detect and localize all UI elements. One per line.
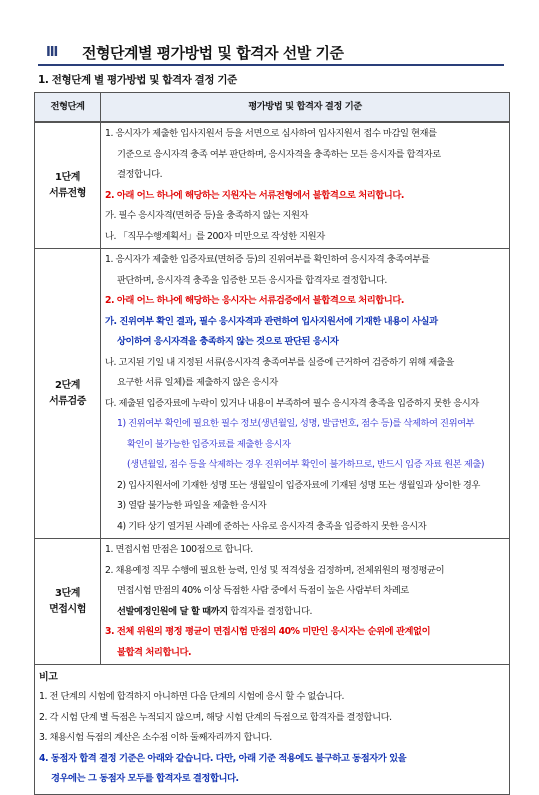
remarks-label: 비고 xyxy=(39,672,58,683)
stage2-name: 서류검증 xyxy=(49,395,86,407)
stage3-name: 면접시험 xyxy=(49,603,86,615)
stage3-item2-line1: 2. 채용예정 직무 수행에 필요한 능력, 인성 및 적격성을 검정하며, 전체위원의 평정평균이 xyxy=(105,564,445,576)
stage2-item1-line2: 판단하며, 응시자격 충족을 입증한 모든 응시자를 합격자로 결정합니다. xyxy=(117,274,387,286)
remark-4-line1: 4. 동점자 합격 결정 기준은 아래와 같습니다. 다만, 아래 기준 적용에도 불구하고 동점자가 있을 xyxy=(39,752,407,764)
stage3-item2-line3 xyxy=(105,602,505,623)
table-row xyxy=(35,665,510,795)
col-header-stage: 전형단계 xyxy=(35,93,101,123)
stage3-item2-emphasis: 선발예정인원에 달 할 때까지 xyxy=(117,605,228,617)
stage2-item2-c: 다. 제출된 입증자료에 누락이 있거나 내용이 부족하여 필수 응시자격 충족을 입증하지 못한 응시자 xyxy=(105,397,479,409)
stage2-item2-a-line1: 가. 진위여부 확인 결과, 필수 응시자격과 관련하여 입사지원서에 기재한 내용이 사실과 xyxy=(105,315,438,327)
stage1-item1-line3: 결정합니다. xyxy=(117,169,163,180)
stage1-item2: 2. 아래 어느 하나에 해당하는 지원자는 서류전형에서 불합격으로 처리합니다. xyxy=(105,189,404,201)
stage2-item2-c-1-line1: 1) 진위여부 확인에 필요한 필수 정보(생년월일, 성명, 발급번호, 점수 등)를 삭제하여 진위여부 xyxy=(117,418,475,429)
stage3-item3-line1: 3. 전체 위원의 평정 평균이 면접시험 만점의 40% 미만인 응시자는 순위에 관계없이 xyxy=(105,626,431,637)
remark-3: 3. 채용시험 득점의 계산은 소수점 이하 둘째자리까지 합니다. xyxy=(39,732,272,743)
stage3-item2-rest: 합격자를 결정합니다. xyxy=(227,605,313,617)
stage1-label xyxy=(35,122,101,249)
stage2-number: 2단계 xyxy=(55,379,80,391)
remark-4-line2: 경우에는 그 동점자 모두를 합격자로 결정합니다. xyxy=(51,773,239,784)
remark-1: 1. 전 단계의 시험에 합격하지 아니하면 다음 단계의 시험에 응시 할 수 없습니다. xyxy=(39,691,344,702)
stage2-item2-c-3: 3) 열람 불가능한 파일을 제출한 응시자 xyxy=(117,500,267,511)
stage1-content xyxy=(101,122,510,249)
stage1-number: 1단계 xyxy=(55,171,80,183)
stage1-name: 서류전형 xyxy=(49,187,86,199)
stage1-item2-a: 가. 필수 응시자격(면허증 등)을 충족하지 않는 지원자 xyxy=(105,210,309,221)
col-header-criteria: 평가방법 및 합격자 결정 기준 xyxy=(101,93,510,123)
stage3-number: 3단계 xyxy=(55,587,80,599)
stage3-item1: 1. 면접시험 만점은 100점으로 합니다. xyxy=(105,544,253,555)
evaluation-table xyxy=(34,92,510,795)
table-row xyxy=(35,539,510,665)
stage3-item2-line2: 면접시험 만점의 40% 이상 득점한 사람 중에서 득점이 높은 사람부터 차례로 xyxy=(117,585,409,596)
stage1-item2-b: 나. 「직무수행계획서」를 200자 미만으로 작성한 지원자 xyxy=(105,230,325,242)
section-header xyxy=(38,40,504,66)
stage2-item2: 2. 아래 어느 하나에 해당하는 응시자는 서류검증에서 불합격으로 처리합니다. xyxy=(105,295,404,306)
stage2-item1-line1: 1. 응시자가 제출한 입증자료(면허증 등)의 진위여부를 확인하여 응시자격 충족여부를 xyxy=(105,254,430,265)
stage2-item2-b-line1: 나. 고지된 기일 내 지정된 서류(응시자격 충족여부를 실증에 근거하여 검증하기 위해 제출을 xyxy=(105,356,454,368)
stage2-content xyxy=(101,249,510,539)
table-row xyxy=(35,122,510,249)
table-row xyxy=(35,249,510,539)
stage2-label xyxy=(35,249,101,539)
stage2-item2-c-1-line2: 확인이 불가능한 입증자료를 제출한 응시자 xyxy=(127,438,291,450)
stage2-item2-c-1-note: (생년월일, 점수 등을 삭제하는 경우 진위여부 확인이 불가하므로, 반드시 입증 자료 원본 제출) xyxy=(127,459,485,470)
stage3-item3-line2: 불합격 처리합니다. xyxy=(117,646,192,658)
stage2-item2-a-line2: 상이하여 응시자격을 충족하지 않는 것으로 판단된 응시자 xyxy=(117,336,339,347)
stage2-item2-c-4: 4) 기타 상기 열거된 사례에 준하는 사유로 응시자격 충족을 입증하지 못한 응시자 xyxy=(117,520,427,532)
stage3-content xyxy=(101,539,510,665)
section-number: Ⅲ xyxy=(46,44,59,60)
stage2-item2-b-line2: 요구한 서류 일체)를 제출하지 않은 응시자 xyxy=(117,377,278,388)
subheading: 1. 전형단계 별 평가방법 및 합격자 결정 기준 xyxy=(38,74,237,86)
stage2-item2-c-2: 2) 입사지원서에 기재한 성명 또는 생월일이 입증자료에 기재된 성명 또는 생월일과 상이한 경우 xyxy=(117,479,480,491)
stage3-label xyxy=(35,539,101,665)
stage1-item1-line2: 기준으로 응시자격 충족 여부 판단하며, 응시자격을 충족하는 모든 응시자를 합격자로 xyxy=(117,148,441,160)
section-title: 전형단계별 평가방법 및 합격자 선발 기준 xyxy=(82,43,344,62)
table-header-row xyxy=(35,93,510,123)
stage1-item1-line1: 1. 응시자가 제출한 입사지원서 등을 서면으로 심사하여 입사지원서 접수 마감일 현재를 xyxy=(105,128,437,139)
remark-2: 2. 각 시험 단계 별 득점은 누적되지 않으며, 해당 시험 단계의 득점으로 합격자를 결정합니다. xyxy=(39,711,392,723)
remarks-cell xyxy=(35,665,510,795)
